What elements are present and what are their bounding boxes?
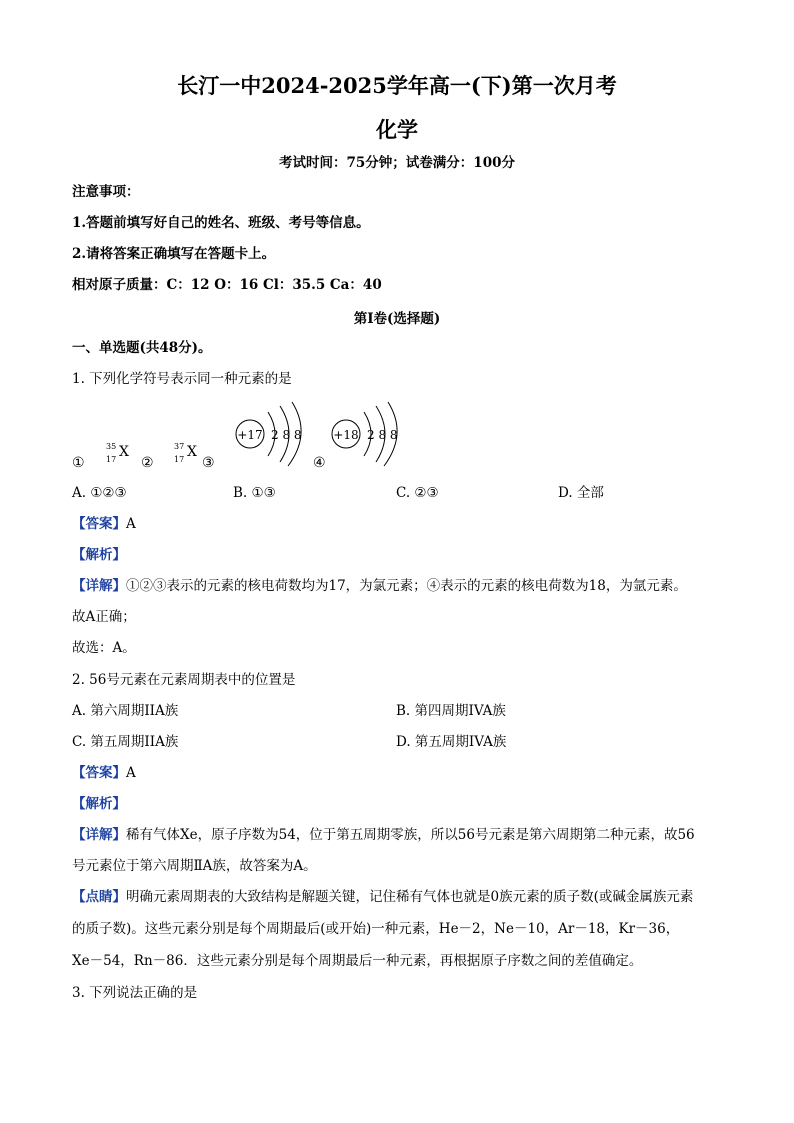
q2-analysis [72,795,126,813]
electron-counts: 2 8 8 [367,428,398,442]
part-title: 一、单选题(共48分)。 [72,340,212,356]
q2-detail [72,826,695,844]
q2-detail-line-2: 号元素位于第六周期ⅡA族，故答案为A。 [72,858,317,874]
q1-analysis [72,546,126,564]
q1-answer [72,515,136,533]
q2-comment-line-2: 的质子数)。这些元素分别是每个周期最后(或开始)一种元素，He－2，Ne－10，Ar－18，Kr－36， [72,921,680,937]
q2-stem: 2. 56号元素在元素周期表中的位置是 [72,672,296,688]
analysis-label: 【解析】 [72,796,126,812]
q2-option-c: C. 第五周期IIA族 [72,734,179,750]
q1-marker-1: ① [72,455,85,471]
volume-title: 第I卷(选择题) [353,311,441,327]
exam-title: 长汀一中2024-2025学年高一(下)第一次月考 [177,73,617,98]
atom-diagram-ar [326,400,406,468]
answer-value: A [126,516,136,532]
q1-isotope-37 [174,442,204,468]
q1-option-c: C. ②③ [396,485,439,501]
q3-stem: 3. 下列说法正确的是 [72,985,198,1001]
q2-option-a: A. 第六周期IIA族 [72,703,179,719]
detail-label: 【详解】 [72,578,126,594]
q1-marker-3: ③ [202,455,215,471]
isotope-symbol: X [119,444,129,460]
q2-option-d: D. 第五周期IVA族 [396,734,507,750]
electron-counts: 2 8 8 [271,428,302,442]
atomic-mass-info: 相对原子质量：C：12 O：16 Cl：35.5 Ca：40 [72,277,382,293]
detail-text: ①②③表示的元素的核电荷数均为17，为氯元素；④表示的元素的核电荷数为18，为氩元素。 [126,578,687,594]
q1-stem: 1. 下列化学符号表示同一种元素的是 [72,371,292,387]
nucleus-charge: +17 [237,428,263,442]
q1-option-d: D. 全部 [558,485,604,501]
isotope-atomic-number: 17 [174,455,185,464]
answer-value: A [126,765,136,781]
isotope-atomic-number: 17 [106,455,117,464]
answer-label: 【答案】 [72,765,126,781]
comment-text: 明确元素周期表的大致结构是解题关键，记住稀有气体也就是0族元素的质子数(或碱金属族元素 [126,889,694,905]
detail-label: 【详解】 [72,827,126,843]
notes-heading: 注意事项： [72,184,140,200]
isotope-mass-number: 35 [106,442,117,451]
q2-comment [72,888,693,906]
nucleus-charge: +18 [333,428,359,442]
comment-label: 【点睛】 [72,889,126,905]
q1-marker-2: ② [141,455,154,471]
notes-item-1: 1.答题前填写好自己的姓名、班级、考号等信息。 [72,215,370,231]
q1-detail-line-3: 故选：A。 [72,640,136,656]
analysis-label: 【解析】 [72,547,126,563]
isotope-symbol: X [187,444,197,460]
q1-option-a: A. ①②③ [72,485,127,501]
exam-info: 考试时间：75分钟；试卷满分：100分 [279,155,515,171]
q1-isotope-35 [106,442,136,468]
isotope-mass-number: 37 [174,442,185,451]
notes-item-2: 2.请将答案正确填写在答题卡上。 [72,246,276,262]
answer-label: 【答案】 [72,516,126,532]
q2-answer [72,764,136,782]
atom-diagram-cl [230,400,310,468]
subject-title: 化学 [376,117,418,142]
q2-comment-line-3: Xe－54，Rn－86．这些元素分别是每个周期最后一种元素，再根据原子序数之间的差值确定。 [72,953,643,969]
q1-marker-4: ④ [313,455,326,471]
q1-detail [72,577,687,595]
q1-detail-line-2: 故A正确； [72,609,136,625]
detail-text: 稀有气体Xe，原子序数为54，位于第五周期零族，所以56号元素是第六周期第二种元素，故56 [126,827,695,843]
q1-option-b: B. ①③ [233,485,276,501]
q2-option-b: B. 第四周期IVA族 [396,703,506,719]
